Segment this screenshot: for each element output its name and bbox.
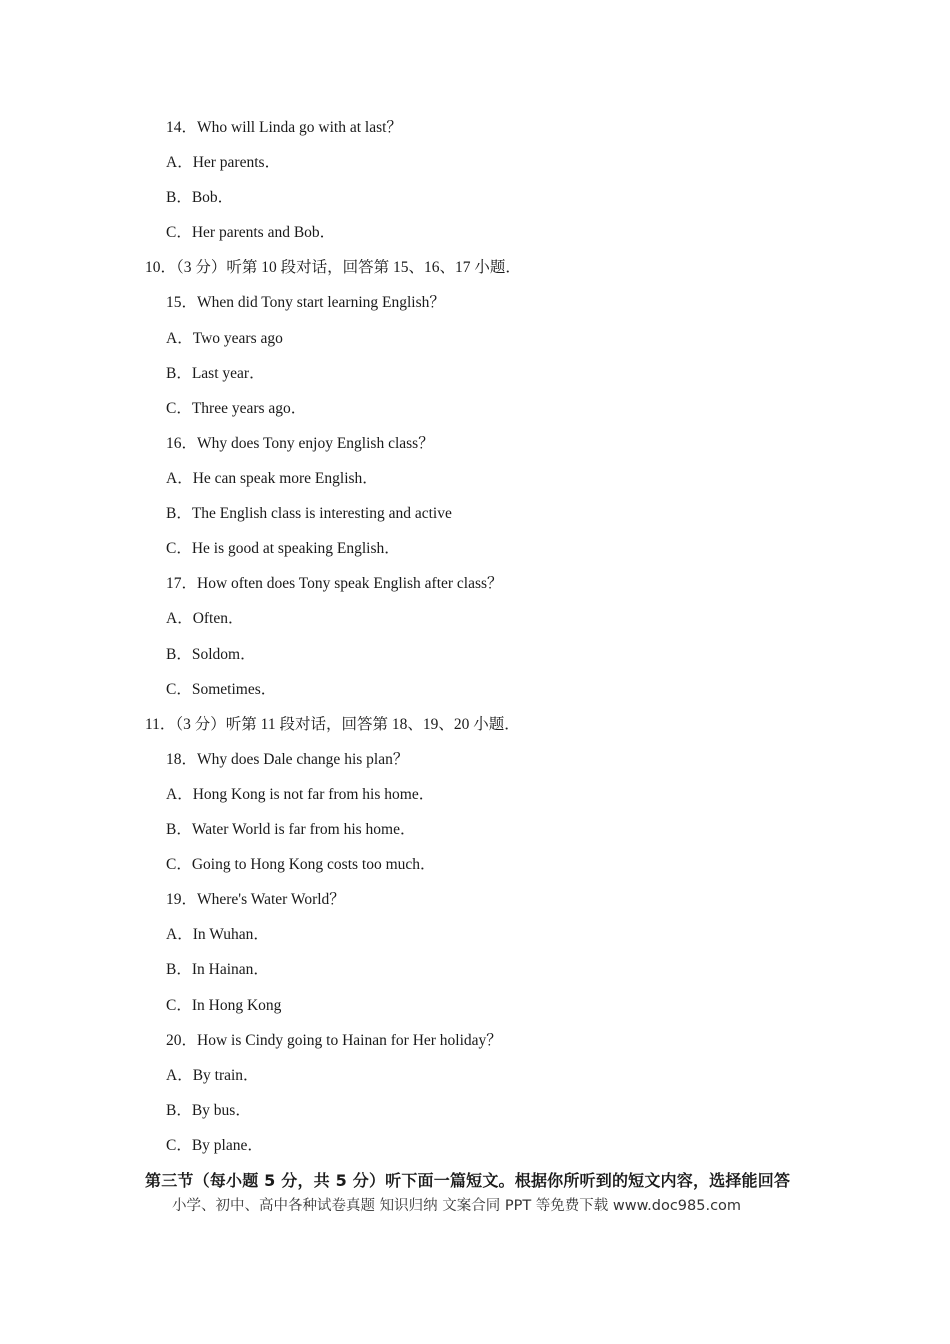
question-18: 18．Why does Dale change his plan？	[166, 751, 409, 768]
question-16: 16．Why does Tony enjoy English class？	[166, 435, 434, 452]
option-17a: A．Often．	[166, 610, 244, 627]
option-18a: A．Hong Kong is not far from his home．	[166, 786, 435, 803]
option-17b: B．Soldom．	[166, 646, 256, 663]
question-15: 15．When did Tony start learning English？	[166, 294, 445, 311]
option-15b: B．Last year．	[166, 365, 265, 382]
section-10-instruction: 10．（3 分）听第 10 段对话，回答第 15、16、17 小题．	[145, 259, 521, 276]
option-14c: C．Her parents and Bob．	[166, 224, 336, 241]
option-19b: B．In Hainan．	[166, 961, 269, 978]
option-17c: C．Sometimes．	[166, 681, 277, 698]
option-20a: A．By train．	[166, 1067, 259, 1084]
option-20c: C．By plane．	[166, 1137, 263, 1154]
option-16a: A．He can speak more English．	[166, 470, 378, 487]
option-16c: C．He is good at speaking English．	[166, 540, 400, 557]
option-20b: B．By bus．	[166, 1102, 251, 1119]
option-15a: A．Two years ago	[166, 330, 283, 347]
question-17: 17．How often does Tony speak English after class？	[166, 575, 503, 592]
option-14b: B．Bob．	[166, 189, 234, 206]
option-19c: C．In Hong Kong	[166, 997, 282, 1014]
question-20: 20．How is Cindy going to Hainan for Her holiday？	[166, 1032, 502, 1049]
section-11-instruction: 11．（3 分）听第 11 段对话，回答第 18、19、20 小题．	[145, 716, 520, 733]
option-14a: A．Her parents．	[166, 154, 281, 171]
section-three-heading: 第三节（每小题 5 分，共 5 分）听下面一篇短文。根据你所听到的短文内容，选择能回答	[145, 1171, 791, 1190]
option-18b: B．Water World is far from his home．	[166, 821, 416, 838]
question-14: 14．Who will Linda go with at last？	[166, 119, 402, 136]
question-19: 19．Where's Water World？	[166, 891, 345, 908]
option-15c: C．Three years ago．	[166, 400, 307, 417]
page-footer: 小学、初中、高中各种试卷真题 知识归纳 文案合同 PPT 等免费下载 www.doc985.com	[172, 1198, 742, 1214]
option-18c: C．Going to Hong Kong costs too much．	[166, 856, 436, 873]
option-16b: B．The English class is interesting and active	[166, 505, 452, 522]
option-19a: A．In Wuhan．	[166, 926, 269, 943]
